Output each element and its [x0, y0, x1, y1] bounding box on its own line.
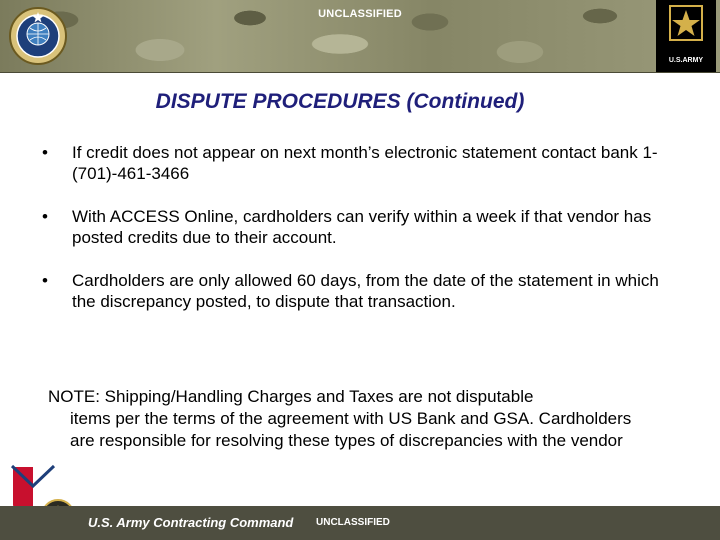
bullet-text: If credit does not appear on next month’s electronic statement contact bank 1-(701)-461-3466	[72, 143, 658, 183]
bullet-text: With ACCESS Online, cardholders can verify within a week if that vendor has posted credits due to their account.	[72, 207, 652, 247]
header-band	[0, 0, 720, 73]
army-star-icon	[656, 0, 716, 72]
bullet-text: Cardholders are only allowed 60 days, from the date of the statement in which the discrepancy posted, to dispute that transaction.	[72, 271, 659, 311]
slide-title: DISPUTE PROCEDURES (Continued)	[155, 90, 525, 113]
bullet-item	[32, 142, 682, 184]
bullet-dot: •	[42, 143, 48, 162]
note-first-line: NOTE: Shipping/Handling Charges and Taxes are not disputable	[48, 387, 534, 406]
note-block	[48, 386, 648, 452]
bullet-dot: •	[42, 271, 48, 290]
army-logo-text: U.S.ARMY	[668, 57, 704, 64]
note-continuation: items per the terms of the agreement with US Bank and GSA. Cardholders are responsible for resolving these types of discrepancies with the vendor	[70, 409, 632, 450]
bullet-list	[32, 142, 682, 332]
classification-bottom: UNCLASSIFIED	[316, 517, 390, 528]
bullet-item	[32, 270, 682, 312]
bullet-dot: •	[42, 207, 48, 226]
footer-org-name: U.S. Army Contracting Command	[88, 515, 294, 530]
footer-band	[0, 506, 720, 540]
classification-top: UNCLASSIFIED	[318, 8, 402, 20]
bullet-item	[32, 206, 682, 248]
